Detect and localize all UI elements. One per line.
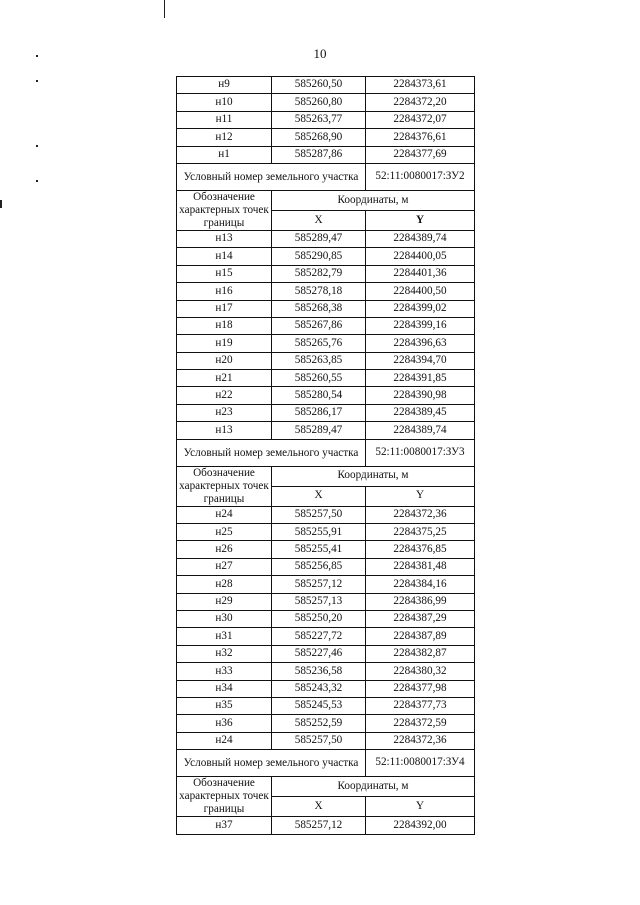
page-number: 10 [313,46,327,61]
parcel-number-row [177,750,475,777]
point-label: н35 [177,697,272,714]
point-label: н15 [177,265,272,282]
y-coordinate: 2284401,36 [366,265,475,282]
point-label: н25 [177,524,272,541]
scan-mark-dot-3 [36,145,38,147]
y-coordinate: 2284372,36 [366,732,475,749]
table-row [177,628,475,645]
table-row [177,146,475,163]
x-coordinate: 585257,50 [272,732,366,749]
table-row [177,524,475,541]
table-row [177,352,475,369]
table-row [177,422,475,439]
designation-header: Обозначение характерных точек границы [177,466,272,506]
table-row [177,576,475,593]
table-row [177,283,475,300]
scan-mark-top [164,0,165,18]
x-coordinate: 585243,32 [272,680,366,697]
table-row [177,248,475,265]
y-coordinate: 2284389,74 [366,422,475,439]
x-coordinate: 585260,55 [272,370,366,387]
parcel-number: 52:11:0080017:ЗУ3 [366,439,475,466]
designation-header: Обозначение характерных точек границы [177,777,272,817]
y-coordinate: 2284389,45 [366,404,475,421]
parcel-number: 52:11:0080017:ЗУ2 [366,163,475,190]
header-row [177,777,475,797]
table-row [177,404,475,421]
point-label: н20 [177,352,272,369]
y-header: Y [366,486,475,506]
x-coordinate: 585255,91 [272,524,366,541]
x-coordinate: 585290,85 [272,248,366,265]
y-coordinate: 2284381,48 [366,558,475,575]
y-coordinate: 2284389,74 [366,230,475,247]
point-label: н26 [177,541,272,558]
table-row [177,558,475,575]
point-label: н28 [177,576,272,593]
y-coordinate: 2284382,87 [366,645,475,662]
point-label: н17 [177,300,272,317]
point-label: н21 [177,370,272,387]
y-coordinate: 2284375,25 [366,524,475,541]
coordinates-table-body [177,77,475,835]
table-row [177,387,475,404]
parcel-number: 52:11:0080017:ЗУ4 [366,750,475,777]
parcel-number-label: Условный номер земельного участка [177,439,366,466]
table-row [177,506,475,523]
point-label: н24 [177,732,272,749]
point-label: н16 [177,283,272,300]
point-label: н37 [177,817,272,834]
y-coordinate: 2284399,16 [366,317,475,334]
x-header: X [272,210,366,230]
y-coordinate: 2284376,85 [366,541,475,558]
point-label: н30 [177,610,272,627]
x-coordinate: 585257,12 [272,817,366,834]
scan-mark-dot-4 [36,180,38,182]
point-label: н23 [177,404,272,421]
x-header: X [272,797,366,817]
y-coordinate: 2284377,73 [366,697,475,714]
table-row [177,610,475,627]
point-label: н22 [177,387,272,404]
y-coordinate: 2284372,07 [366,111,475,128]
x-coordinate: 585257,50 [272,506,366,523]
coordinates-header: Координаты, м [272,777,475,797]
table-row [177,230,475,247]
y-header: Y [366,797,475,817]
point-label: н13 [177,422,272,439]
point-label: н11 [177,111,272,128]
header-row [177,190,475,210]
y-coordinate: 2284372,36 [366,506,475,523]
x-coordinate: 585236,58 [272,663,366,680]
x-coordinate: 585265,76 [272,335,366,352]
x-coordinate: 585268,90 [272,129,366,146]
point-label: н12 [177,129,272,146]
table-row [177,300,475,317]
point-label: н1 [177,146,272,163]
table-row [177,680,475,697]
table-row [177,663,475,680]
x-coordinate: 585245,53 [272,697,366,714]
point-label: н9 [177,77,272,94]
y-coordinate: 2284377,98 [366,680,475,697]
x-coordinate: 585289,47 [272,422,366,439]
y-coordinate: 2284373,61 [366,77,475,94]
coordinates-table [176,76,475,835]
y-coordinate: 2284392,00 [366,817,475,834]
x-coordinate: 585250,20 [272,610,366,627]
y-header: Y [366,210,475,230]
x-coordinate: 585289,47 [272,230,366,247]
table-row [177,317,475,334]
y-coordinate: 2284372,59 [366,715,475,732]
y-coordinate: 2284372,20 [366,94,475,111]
x-coordinate: 585227,72 [272,628,366,645]
y-coordinate: 2284394,70 [366,352,475,369]
coordinates-header: Координаты, м [272,190,475,210]
x-coordinate: 585263,77 [272,111,366,128]
point-label: н14 [177,248,272,265]
point-label: н31 [177,628,272,645]
scan-mark-dot-2 [36,80,38,82]
designation-header: Обозначение характерных точек границы [177,190,272,230]
coordinates-header: Координаты, м [272,466,475,486]
table-row [177,129,475,146]
table-row [177,335,475,352]
scan-mark-edge [0,200,2,208]
y-coordinate: 2284387,89 [366,628,475,645]
point-label: н36 [177,715,272,732]
y-coordinate: 2284400,05 [366,248,475,265]
point-label: н29 [177,593,272,610]
y-coordinate: 2284376,61 [366,129,475,146]
parcel-number-label: Условный номер земельного участка [177,750,366,777]
x-coordinate: 585268,38 [272,300,366,317]
table-row [177,593,475,610]
point-label: н33 [177,663,272,680]
x-coordinate: 585256,85 [272,558,366,575]
table-row [177,111,475,128]
table-row [177,370,475,387]
table-row [177,94,475,111]
x-coordinate: 585287,86 [272,146,366,163]
y-coordinate: 2284400,50 [366,283,475,300]
parcel-number-row [177,439,475,466]
x-coordinate: 585267,86 [272,317,366,334]
x-coordinate: 585260,50 [272,77,366,94]
x-coordinate: 585282,79 [272,265,366,282]
table-row [177,645,475,662]
x-coordinate: 585260,80 [272,94,366,111]
parcel-number-label: Условный номер земельного участка [177,163,366,190]
point-label: н32 [177,645,272,662]
y-coordinate: 2284377,69 [366,146,475,163]
x-coordinate: 585278,18 [272,283,366,300]
point-label: н34 [177,680,272,697]
y-coordinate: 2284380,32 [366,663,475,680]
x-coordinate: 585257,13 [272,593,366,610]
parcel-number-row [177,163,475,190]
table-row [177,77,475,94]
table-row [177,265,475,282]
point-label: н18 [177,317,272,334]
table-row [177,715,475,732]
y-coordinate: 2284396,63 [366,335,475,352]
x-coordinate: 585257,12 [272,576,366,593]
point-label: н27 [177,558,272,575]
x-coordinate: 585252,59 [272,715,366,732]
y-coordinate: 2284384,16 [366,576,475,593]
y-coordinate: 2284399,02 [366,300,475,317]
y-coordinate: 2284390,98 [366,387,475,404]
y-coordinate: 2284387,29 [366,610,475,627]
x-header: X [272,486,366,506]
x-coordinate: 585286,17 [272,404,366,421]
y-coordinate: 2284386,99 [366,593,475,610]
table-row [177,732,475,749]
table-row [177,697,475,714]
point-label: н19 [177,335,272,352]
x-coordinate: 585255,41 [272,541,366,558]
x-coordinate: 585280,54 [272,387,366,404]
header-row [177,466,475,486]
x-coordinate: 585263,85 [272,352,366,369]
x-coordinate: 585227,46 [272,645,366,662]
point-label: н13 [177,230,272,247]
point-label: н10 [177,94,272,111]
table-row [177,541,475,558]
y-coordinate: 2284391,85 [366,370,475,387]
point-label: н24 [177,506,272,523]
table-row [177,817,475,834]
